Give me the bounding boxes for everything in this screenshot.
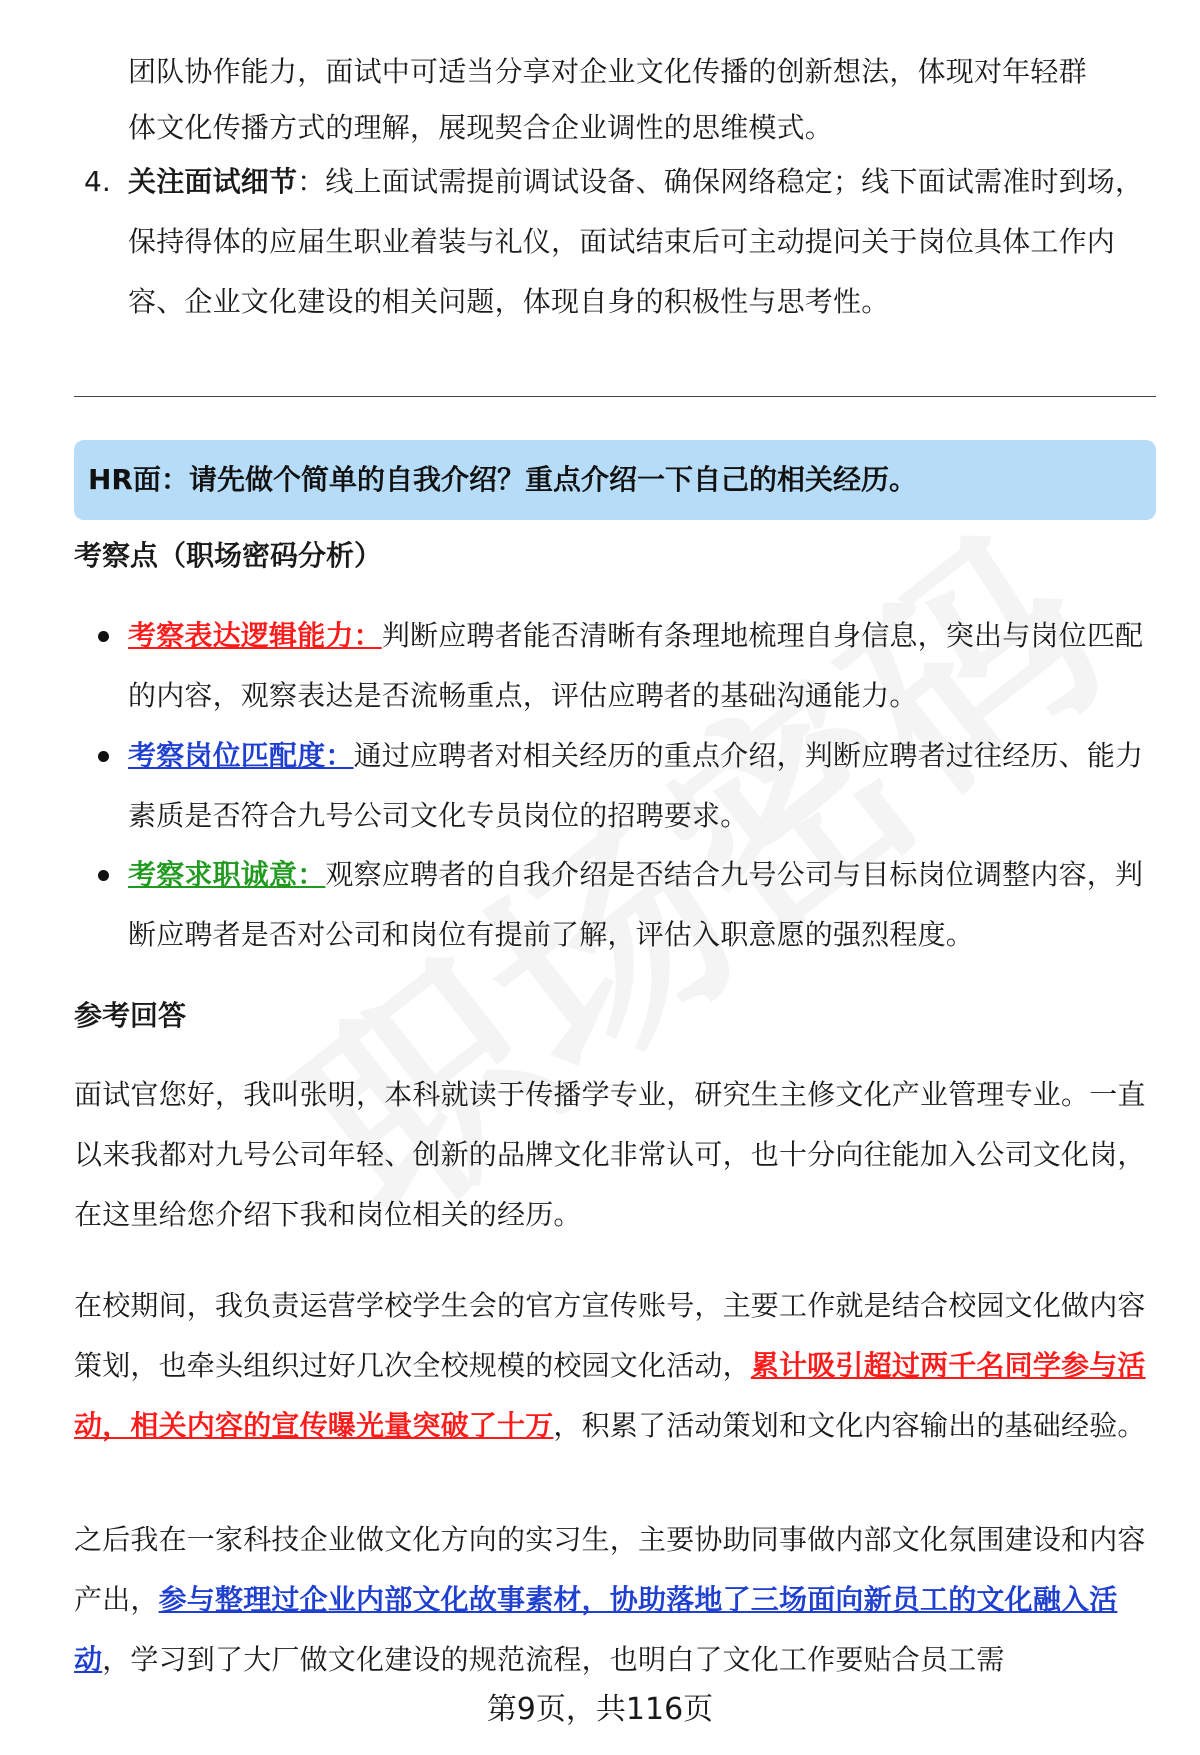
list-item-body: ：线上面试需提前调试设备、确保网络稳定；线下面试需准时到场，保持得体的应届生职业着装与礼仪，面试结束后可主动提问关于岗位具体工作内容、企业文化建设的相关问题，体现自身的积极性与思考性。: [128, 165, 1144, 318]
section-divider: [74, 396, 1156, 397]
bullet-icon: [98, 631, 109, 642]
answer-heading: 参考回答: [74, 999, 187, 1032]
point-text: 判断应聘者能否清晰有条理地梳理自身信息，突出与岗位匹配的内容，观察表达是否流畅重点，评估应聘者的基础沟通能力。: [128, 619, 1144, 712]
answer-paragraph-1: 面试官您好，我叫张明，本科就读于传播学专业，研究生主修文化产业管理专业。一直以来我都对九号公司年轻、创新的品牌文化非常认可，也十分向往能加入公司文化岗，在这里给您介绍下我和岗位相关的经历。: [74, 1078, 1146, 1231]
bullet-icon: [98, 751, 109, 762]
bullet-icon: [98, 870, 109, 881]
analysis-point-fit: [128, 726, 1148, 846]
list-item-interview-details: [128, 152, 1148, 332]
answer-paragraph-2: [74, 1276, 1150, 1456]
paragraph-text: 之后我在一家科技企业做文化方向的实习生，主要协助同事做内部文化氛围建设和内容产出，: [74, 1523, 1146, 1616]
point-text: 通过应聘者对相关经历的重点介绍，判断应聘者过往经历、能力素质是否符合九号公司文化专员岗位的招聘要求。: [128, 739, 1144, 832]
point-label: 考察岗位匹配度：: [128, 739, 354, 772]
question-text: HR面：请先做个简单的自我介绍？重点介绍一下自己的相关经历。: [88, 463, 917, 496]
paragraph-text: ，学习到了大厂做文化建设的规范流程，也明白了文化工作要贴合员工需: [102, 1643, 1005, 1676]
list-number: 4.: [84, 165, 111, 198]
intro-line-1: 团队协作能力，面试中可适当分享对企业文化传播的创新想法，体现对年轻群: [128, 55, 1087, 88]
highlight-text: 参与整理过企业内部文化故事素材，协助落地了三场面向新员工的文化融入活动: [74, 1583, 1118, 1676]
question-box: [74, 440, 1156, 520]
list-item-title: 关注面试细节: [128, 165, 298, 198]
point-text: 观察应聘者的自我介绍是否结合九号公司与目标岗位调整内容，判断应聘者是否对公司和岗位有提前了解，评估入职意愿的强烈程度。: [128, 858, 1144, 951]
page-footer: 第9页，共116页: [486, 1692, 714, 1727]
paragraph-text: ，积累了活动策划和文化内容输出的基础经验。: [553, 1409, 1146, 1442]
analysis-point-sincerity: [128, 845, 1148, 965]
point-label: 考察表达逻辑能力：: [128, 619, 382, 652]
intro-line-2: 体文化传播方式的理解，展现契合企业调性的思维模式。: [128, 111, 834, 144]
answer-paragraph-3: [74, 1510, 1150, 1690]
paragraph-text: 在校期间，我负责运营学校学生会的官方宣传账号，主要工作就是结合校园文化做内容策划，也牵头组织过好几次全校规模的校园文化活动，: [74, 1289, 1146, 1382]
highlight-text: 累计吸引超过两千名同学参与活动，相关内容的宣传曝光量突破了十万: [74, 1349, 1146, 1442]
analysis-point-logic: [128, 606, 1148, 726]
point-label: 考察求职诚意：: [128, 858, 326, 891]
analysis-heading: 考察点（职场密码分析）: [74, 539, 383, 572]
